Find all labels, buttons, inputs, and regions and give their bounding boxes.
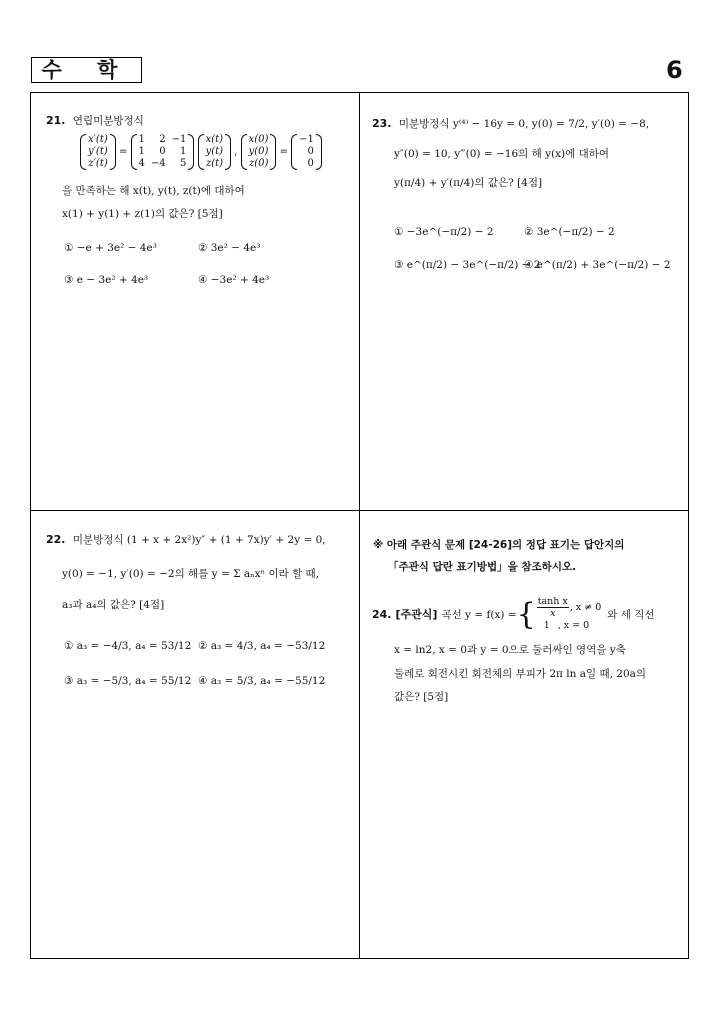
piecewise-cases: $\frac{\text{tanh x}}{x}$ , x ≠ 0 1 , x = 0 <box>537 596 602 631</box>
question-line-3: 둘레로 회전시킨 회전체의 부피가 2π ln a일 때, 20a의 <box>394 668 647 680</box>
question-ask: x(1) + y(1) + z(1)의 값은? [5점] <box>62 208 223 220</box>
choice-1[interactable]: ① −e + 3e² − 4e³ <box>64 242 157 254</box>
question-line-4: 값은? [5점] <box>394 691 449 703</box>
choice-3[interactable]: ③ a₃ = −5/3, a₄ = 55/12 <box>64 675 192 687</box>
choice-2[interactable]: ② 3e² − 4e³ <box>198 242 261 254</box>
subject-box: 수 학 <box>31 57 142 83</box>
choice-4[interactable]: ④ a₃ = 5/3, a₄ = −55/12 <box>198 675 326 687</box>
question-number: 23. <box>372 117 392 130</box>
notice-line-2: 「주관식 답란 표기방법」을 참조하시오. <box>388 561 577 573</box>
choice-3[interactable]: ③ e^(π/2) − 3e^(−π/2) − 2 <box>394 259 541 271</box>
question-line-1: 미분방정식 (1 + x + 2x²)y″ + (1 + 7x)y′ + 2y = 0, <box>72 534 326 546</box>
question-line-1: 미분방정식 y⁽⁴⁾ − 16y = 0, y(0) = 7/2, y′(0) = −8, <box>398 118 650 130</box>
choice-1[interactable]: ① −3e^(−π/2) − 2 <box>394 226 494 238</box>
row-divider <box>30 510 689 511</box>
page-number: 6 <box>666 56 683 84</box>
question-number: 22. <box>46 533 66 546</box>
question-number: 21. <box>46 114 66 127</box>
ode-system-matrix: x′(t) y′(t) z′(t) = 1 2 −1 1 0 1 4 −4 5 x(t) y(t) z(t) , x(0) y(0) z(0) = −1 0 0 <box>80 134 322 170</box>
choice-2[interactable]: ② a₃ = 4/3, a₄ = −53/12 <box>198 640 326 652</box>
question-line-1b: 와 세 직선 <box>607 608 655 621</box>
question-line-2: y″(0) = 10, y‴(0) = −16의 해 y(x)에 대하여 <box>394 148 610 160</box>
question-line-2: x = ln2, x = 0과 y = 0으로 둘러싸인 영역을 y축 <box>394 644 626 656</box>
notice-line-1: ※ 아래 주관식 문제 [24-26]의 정답 표기는 답안지의 <box>373 539 625 551</box>
column-divider <box>359 92 360 959</box>
choice-2[interactable]: ② 3e^(−π/2) − 2 <box>524 226 615 238</box>
question-line-2: y(0) = −1, y′(0) = −2의 해를 y = Σ aₙxⁿ 이라 할 때, <box>62 568 320 580</box>
question-line-3: y(π/4) + y′(π/4)의 값은? [4점] <box>394 177 543 189</box>
question-line-1a: 곡선 y = f(x) = <box>441 608 517 621</box>
question-title: 연립미분방정식 <box>72 115 144 127</box>
choice-4[interactable]: ④ e^(π/2) + 3e^(−π/2) − 2 <box>524 259 671 271</box>
question-number: 24. <box>372 607 392 621</box>
question-condition: 을 만족하는 해 x(t), y(t), z(t)에 대하여 <box>62 185 245 197</box>
subjective-tag: [주관식] <box>395 608 438 621</box>
choice-3[interactable]: ③ e − 3e² + 4e³ <box>64 274 149 286</box>
brace-icon: { <box>516 596 536 632</box>
question-line-3: a₃과 a₄의 값은? [4점] <box>62 599 165 611</box>
choice-4[interactable]: ④ −3e² + 4e³ <box>198 274 270 286</box>
choice-1[interactable]: ① a₃ = −4/3, a₄ = 53/12 <box>64 640 192 652</box>
